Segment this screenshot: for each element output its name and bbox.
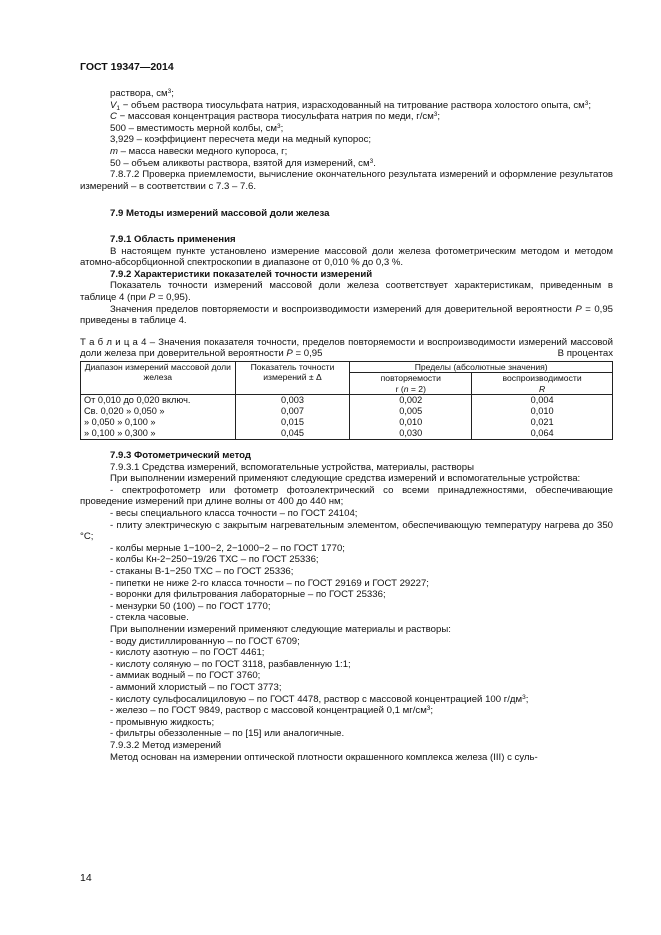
list-item: - стекла часовые. — [110, 612, 189, 624]
list-item: - кислоту соляную – по ГОСТ 3118, разбавленную 1:1; — [110, 658, 351, 670]
list-item: - воду дистиллированную – по ГОСТ 6709; — [110, 635, 300, 647]
list-item: - фильтры обеззоленные – по [15] или аналогичные. — [110, 728, 345, 740]
paragraph-materials-intro: При выполнении измерений применяют следующие материалы и растворы: — [110, 624, 451, 635]
def-line: раствора, $см^3$; — [110, 88, 174, 99]
section-title-7-9: 7.9 Методы измерений массовой доли железа — [110, 208, 330, 220]
paragraph-instruments-intro: При выполнении измерений применяют следующие средства измерений и вспомогательные устройства: — [110, 473, 581, 485]
def-line: 3,929 – коэффициент пересчета меди на медный купорос; — [110, 134, 372, 146]
standard-header: ГОСТ 19347—2014 — [80, 61, 174, 73]
list-item: - весы специального класса точности – по ГОСТ 24104; — [110, 508, 358, 520]
section-title-7-9-2: 7.9.2 Характеристики показателей точности измерений — [110, 268, 373, 280]
paragraph-limits: Значения пределов повторяемости и воспроизводимости измерений для доверительной вероятности Р = 0,95 приведены в таблице 4. — [80, 303, 613, 327]
list-item: - аммиак водный – по ГОСТ 3760; — [110, 670, 261, 682]
document-body — [80, 88, 613, 763]
paragraph-7872: 7.8.7.2 Проверка приемлемости, вычисление окончательного результата измерений и оформление результатов измерений – в соответствии с 7.3 – 7.6. — [80, 169, 613, 192]
table-caption: Т а б л и ц а 4 – Значения показателя точности, пределов повторяемости и воспроизводимости измерений массовой доли железа при доверительной вероятности Р = 0,95 В процентах — [80, 336, 613, 360]
def-line: m – масса навески медного купороса, г; — [110, 145, 288, 157]
paragraph-accuracy: Показатель точности измерений массовой доли железа соответствует характеристикам, приведенным в таблице 4 (при Р = 0,95). — [80, 280, 613, 303]
section-title-7-9-1: 7.9.1 Область применения — [110, 233, 236, 245]
def-line: $V_1$ − объем раствора тиосульфата натрия, израсходованный на титрование раствора холостого опыта, $см^3$; — [110, 99, 592, 112]
list-item: - плиту электрическую с закрытым нагревательным элементом, обеспечивающую температуру нагрева до 350 °С; — [80, 519, 613, 543]
header-accuracy: Показатель точности измерений ± Δ — [235, 361, 350, 394]
list-item: - спектрофотометр или фотометр фотоэлектрический со всеми принадлежностями, обеспечивающие проведение измерений при длине волны от 400 до 440 нм; — [80, 484, 613, 508]
table-unit: В процентах — [557, 348, 613, 360]
list-item: - воронки для фильтрования лабораторные – по ГОСТ 25336; — [110, 589, 386, 601]
paragraph-7932: 7.9.3.2 Метод измерений — [110, 739, 222, 751]
table-row: Св. 0,020 » 0,050 » 0,007 0,005 0,010 — [81, 406, 613, 417]
header-repeatability: повторяемости r (n = 2) — [350, 373, 472, 395]
table-row: От 0,010 до 0,020 включ. 0,003 0,002 0,004 — [81, 395, 613, 407]
header-range: Диапазон измерений массовой доли железа — [81, 361, 236, 394]
list-item: - железо – по ГОСТ 9849, раствор с массовой концентрацией 0,1 $мг/см^3$; — [110, 705, 434, 717]
list-item: - кислоту сульфосалициловую – по ГОСТ 4478, раствор с массовой концентрацией 100 $г/дм^3$; — [110, 693, 529, 705]
list-item: - стаканы В-1−250 ТХС – по ГОСТ 25336; — [110, 566, 294, 578]
table-4 — [80, 361, 613, 440]
section-title-7-9-3: 7.9.3 Фотометрический метод — [110, 450, 251, 462]
def-line: 50 – объем аликвоты раствора, взятой для измерений, $см^3$. — [110, 157, 376, 169]
list-item: - пипетки не ниже 2-го класса точности – по ГОСТ 29169 и ГОСТ 29227; — [110, 577, 429, 589]
def-line: С − массовая концентрация раствора тиосульфата натрия по меди, $г/см^3$; — [110, 111, 441, 123]
paragraph-scope: В настоящем пункте установлено измерение массовой доли железа фотометрическим методом и методом атомно-абсорбционной спектроскопии в диапазоне от 0,010 % до 0,3 %. — [80, 245, 613, 269]
table-row: » 0,100 » 0,300 » 0,045 0,030 0,064 — [81, 428, 613, 440]
header-limits: Пределы (абсолютные значения) — [350, 361, 613, 372]
list-item: - колбы Кн-2−250−19/26 ТХС – по ГОСТ 25336; — [110, 554, 319, 566]
list-item: - мензурки 50 (100) – по ГОСТ 1770; — [110, 600, 271, 612]
table-row: » 0,050 » 0,100 » 0,015 0,010 0,021 — [81, 417, 613, 428]
list-item: - промывную жидкость; — [110, 716, 215, 728]
page-number: 14 — [80, 872, 92, 884]
list-item: - колбы мерные 1−100−2, 2−1000−2 – по ГОСТ 1770; — [110, 542, 345, 554]
paragraph-7931: 7.9.3.1 Средства измерений, вспомогательные устройства, материалы, растворы — [110, 461, 475, 473]
list-item: - кислоту азотную – по ГОСТ 4461; — [110, 647, 265, 659]
paragraph-method: Метод основан на измерении оптической плотности окрашенного комплекса железа (III) с суль- — [110, 751, 538, 763]
header-reproducibility: воспроизводимости R — [472, 373, 613, 395]
def-line: 500 – вместимость мерной колбы, $см^3$; — [110, 122, 284, 134]
list-item: - аммоний хлористый – по ГОСТ 3773; — [110, 681, 282, 693]
